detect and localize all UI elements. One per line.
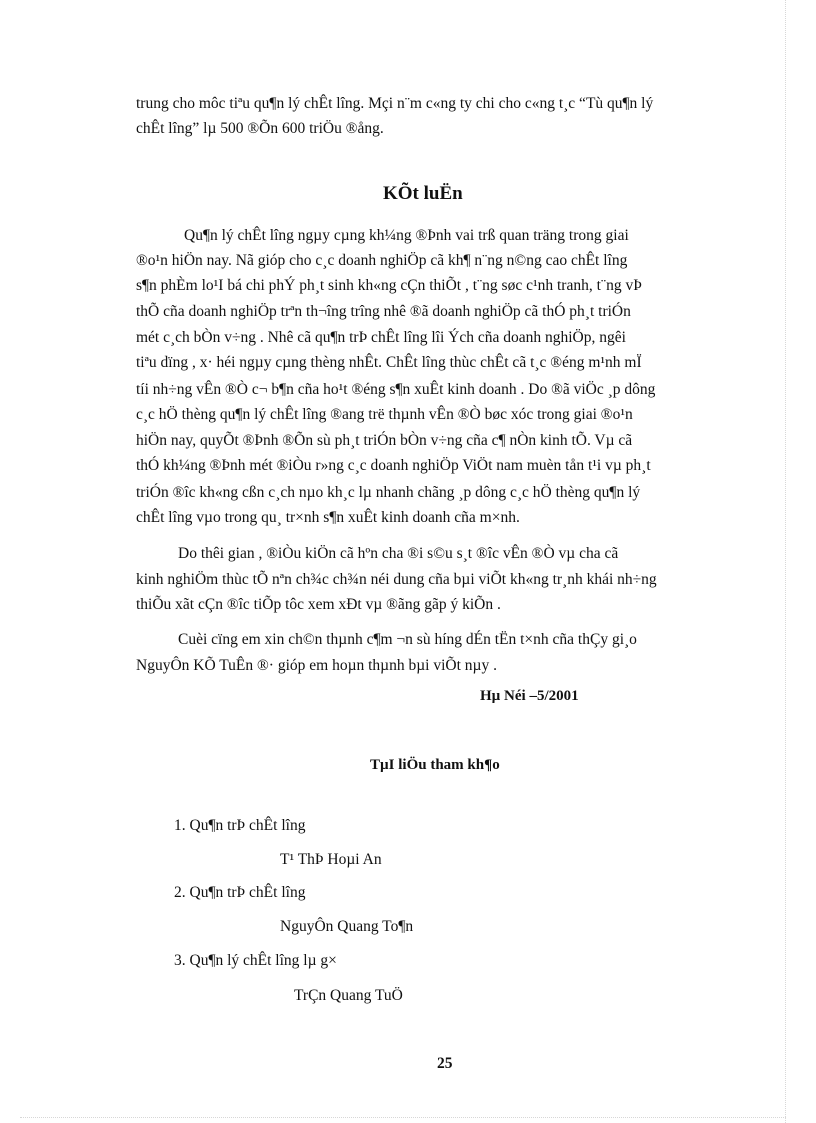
paragraph-line: ®o¹n hiÖn nay. Nã gióp cho c¸c doanh nghiÖp cã kh¶ n¨ng n©ng cao chÊt lîng [136,252,628,269]
reference-title: 1. Qu¶n trÞ chÊt lîng [174,817,306,834]
conclusion-heading: KÕt luËn [383,183,463,204]
paragraph-line: mét c¸ch bÒn v÷ng . Nhê cã qu¶n trÞ chÊt lîng lîi Ých cña doanh nghiÖp, ngêi [136,329,626,346]
paragraph-line: hiÖn nay, quyÕt ®Þnh ®Õn sù ph¸t triÓn bÒn v÷ng cña c¶ nÒn kinh tÕ. Vµ cã [136,432,633,449]
paragraph-line: kinh nghiÖm thùc tÕ nªn ch¾c ch¾n néi dung cña bµi viÕt kh«ng tr¸nh khái nh÷ng [136,571,657,588]
paragraph-line: triÓn ®îc kh«ng cßn c¸ch nµo kh¸c lµ nhanh chãng ¸p dông c¸c hÖ thèng qu¶n lý [136,484,641,501]
paragraph-line: Qu¶n lý chÊt lîng ngµy cµng kh¼ng ®Þnh vai trß quan träng trong giai [184,227,629,244]
paragraph-line: chÊt lîng vµo trong qu¸ tr×nh s¶n xuÊt kinh doanh cña m×nh. [136,509,520,526]
reference-author: TrÇn Quang TuÖ [294,987,403,1004]
paragraph-line: tiªu dïng , x· héi ngµy cµng thèng nhÊt. ChÊt lîng thùc chÊt cã t¸c ®éng m¹nh mÏ [136,354,642,371]
reference-author: T¹ ThÞ Hoµi An [280,851,382,868]
paragraph-line: c¸c hÖ thèng qu¶n lý chÊt lîng ®ang trë thµnh vÊn ®Ò bøc xóc trong giai ®o¹n [136,406,633,423]
paragraph-line: tíi nh÷ng vÊn ®Ò c¬ b¶n cña ho¹t ®éng s¶n xuÊt kinh doanh . Do ®ã viÖc ¸p dông [136,381,656,398]
reference-title: 2. Qu¶n trÞ chÊt lîng [174,884,306,901]
references-heading: TµI liÖu tham kh¶o [370,757,500,773]
intro-line: chÊt lîng” lµ 500 ®Õn 600 triÖu ®ång. [136,120,384,137]
paragraph-line: s¶n phÈm lo¹I bá chi phÝ ph¸t sinh kh«ng cÇn thiÕt , t¨ng søc c¹nh tranh, t¨ng vÞ [136,277,642,294]
paragraph-line: thiÕu xãt cÇn ®îc tiÕp tôc xem xÐt vµ ®ãng gãp ý kiÕn . [136,596,501,613]
paragraph-line: Cuèi cïng em xin ch©n thµnh c¶m ¬n sù híng dÉn tËn t×nh cña thÇy gi¸o [178,631,637,648]
paragraph-line: thÕ cña doanh nghiÖp trªn th¬îng trîng nhê ®ã doanh nghiÖp cã thÓ ph¸t triÓn [136,303,631,320]
reference-title: 3. Qu¶n lý chÊt lîng lµ g× [174,952,337,969]
page-number: 25 [437,1055,453,1072]
paragraph-line: thÓ kh¼ng ®Þnh mét ®iÒu r»ng c¸c doanh nghiÖp ViÖt nam muèn tån t¹i vµ ph¸t [136,457,651,474]
reference-author: NguyÔn Quang To¶n [280,918,414,935]
margin-rule-vertical [785,0,786,1123]
margin-rule-horizontal [20,1117,786,1118]
paragraph-line: Do thêi gian , ®iÒu kiÖn cã hºn cha ®i s©u s¸t ®îc vÊn ®Ò vµ cha cã [178,545,619,562]
signoff: Hµ Néi –5/2001 [480,688,579,704]
intro-line: trung cho môc tiªu qu¶n lý chÊt lîng. Mçi n¨m c«ng ty chi cho c«ng t¸c “Tù qu¶n lý [136,95,654,112]
paragraph-line: NguyÔn KÕ TuÊn ®· gióp em hoµn thµnh bµi viÕt nµy . [136,657,497,674]
